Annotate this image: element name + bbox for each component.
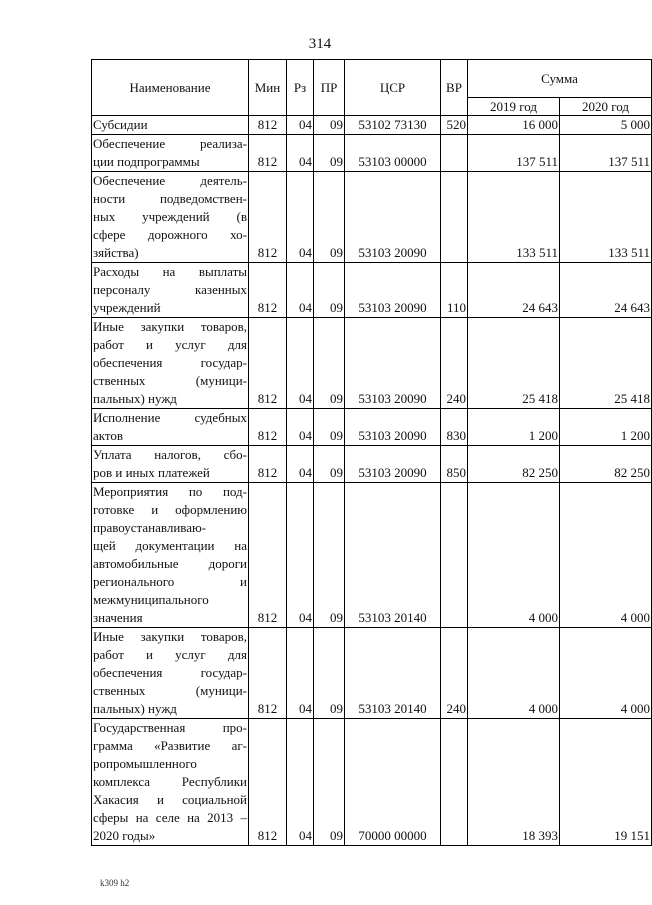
row-amount-2019: 82 250 xyxy=(468,446,560,483)
row-pr: 09 xyxy=(314,483,345,628)
row-name xyxy=(92,116,249,135)
row-name-line: пальных) нужд xyxy=(93,391,177,406)
row-name-line: Иные закупки товаров, xyxy=(93,629,247,644)
row-name-line: пальных) нужд xyxy=(93,701,177,716)
row-vr: 830 xyxy=(441,409,468,446)
row-csr: 53103 20090 xyxy=(345,409,441,446)
row-vr: 520 xyxy=(441,116,468,135)
table-body xyxy=(92,116,652,846)
row-amount-2020: 5 000 xyxy=(560,116,652,135)
row-vr: 850 xyxy=(441,446,468,483)
row-amount-2020: 133 511 xyxy=(560,172,652,263)
row-amount-2020: 1 200 xyxy=(560,409,652,446)
row-pr: 09 xyxy=(314,446,345,483)
row-name xyxy=(92,483,249,628)
table-row xyxy=(92,318,652,409)
row-pr: 09 xyxy=(314,116,345,135)
header-rz: Рз xyxy=(287,60,314,116)
row-min: 812 xyxy=(249,483,287,628)
row-pr: 09 xyxy=(314,135,345,172)
row-name-line: правоустанавливаю- xyxy=(93,520,207,535)
row-name-line: грамма «Развитие аг- xyxy=(93,738,247,753)
header-year-2019: 2019 год xyxy=(468,98,560,116)
row-name-line: значения xyxy=(93,610,143,625)
row-rz: 04 xyxy=(287,409,314,446)
row-name-line: автомобильные дороги xyxy=(93,556,247,571)
row-vr xyxy=(441,135,468,172)
row-min: 812 xyxy=(249,446,287,483)
row-amount-2019: 25 418 xyxy=(468,318,560,409)
row-min: 812 xyxy=(249,116,287,135)
row-vr xyxy=(441,483,468,628)
row-pr: 09 xyxy=(314,628,345,719)
row-rz: 04 xyxy=(287,719,314,846)
header-sum: Сумма xyxy=(468,60,652,98)
row-min: 812 xyxy=(249,719,287,846)
row-vr: 240 xyxy=(441,318,468,409)
row-name-line: щей документации на xyxy=(93,538,247,553)
row-csr: 53103 20140 xyxy=(345,628,441,719)
table-row xyxy=(92,172,652,263)
row-name-line: ции подпрограммы xyxy=(93,154,200,169)
row-rz: 04 xyxy=(287,135,314,172)
row-min: 812 xyxy=(249,263,287,318)
row-amount-2019: 4 000 xyxy=(468,483,560,628)
row-pr: 09 xyxy=(314,719,345,846)
row-name-line: 2020 годы» xyxy=(93,828,156,843)
row-rz: 04 xyxy=(287,628,314,719)
row-amount-2020: 137 511 xyxy=(560,135,652,172)
row-amount-2019: 24 643 xyxy=(468,263,560,318)
row-name-line: Исполнение судебных xyxy=(93,410,247,425)
row-amount-2019: 133 511 xyxy=(468,172,560,263)
row-name-line: Субсидии xyxy=(93,117,148,132)
row-min: 812 xyxy=(249,318,287,409)
row-vr: 240 xyxy=(441,628,468,719)
row-name-line: ропромышленного xyxy=(93,756,197,771)
row-name-line: Обеспечение деятель- xyxy=(93,173,247,188)
table-row xyxy=(92,446,652,483)
row-name xyxy=(92,172,249,263)
row-name xyxy=(92,409,249,446)
budget-table xyxy=(91,59,652,846)
row-amount-2020: 4 000 xyxy=(560,628,652,719)
row-name xyxy=(92,719,249,846)
row-pr: 09 xyxy=(314,172,345,263)
row-vr xyxy=(441,719,468,846)
table-row xyxy=(92,719,652,846)
row-name-line: Мероприятия по под- xyxy=(93,484,247,499)
row-amount-2020: 19 151 xyxy=(560,719,652,846)
row-amount-2019: 137 511 xyxy=(468,135,560,172)
row-rz: 04 xyxy=(287,172,314,263)
row-name-line: ственных (муници- xyxy=(93,373,247,388)
header-year-2020: 2020 год xyxy=(560,98,652,116)
row-name-line: обеспечения государ- xyxy=(93,355,247,370)
row-min: 812 xyxy=(249,135,287,172)
row-csr: 53103 20090 xyxy=(345,172,441,263)
row-amount-2020: 82 250 xyxy=(560,446,652,483)
row-min: 812 xyxy=(249,628,287,719)
row-name-line: Государственная про- xyxy=(93,720,247,735)
row-amount-2019: 4 000 xyxy=(468,628,560,719)
table-row xyxy=(92,628,652,719)
row-name-line: учреждений xyxy=(93,300,161,315)
row-name-line: ров и иных платежей xyxy=(93,465,210,480)
table-row xyxy=(92,409,652,446)
row-name-line: комплекса Республики xyxy=(93,774,247,789)
row-name-line: ных учреждений (в xyxy=(93,209,247,224)
row-name-line: ственных (муници- xyxy=(93,683,247,698)
row-amount-2019: 16 000 xyxy=(468,116,560,135)
row-vr: 110 xyxy=(441,263,468,318)
row-rz: 04 xyxy=(287,446,314,483)
row-pr: 09 xyxy=(314,409,345,446)
row-pr: 09 xyxy=(314,318,345,409)
row-name-line: Уплата налогов, сбо- xyxy=(93,447,247,462)
row-rz: 04 xyxy=(287,263,314,318)
row-pr: 09 xyxy=(314,263,345,318)
row-name-line: Иные закупки товаров, xyxy=(93,319,247,334)
row-name xyxy=(92,446,249,483)
row-amount-2020: 24 643 xyxy=(560,263,652,318)
header-csr: ЦСР xyxy=(345,60,441,116)
row-name xyxy=(92,135,249,172)
row-csr: 53103 00000 xyxy=(345,135,441,172)
row-name-line: сфере дорожного хо- xyxy=(93,227,247,242)
row-name-line: Расходы на выплаты xyxy=(93,264,247,279)
row-name-line: Хакасия и социальной xyxy=(93,792,247,807)
row-amount-2019: 1 200 xyxy=(468,409,560,446)
row-csr: 53103 20140 xyxy=(345,483,441,628)
header-pr: ПР xyxy=(314,60,345,116)
row-name-line: работ и услуг для xyxy=(93,647,247,662)
row-rz: 04 xyxy=(287,483,314,628)
row-name-line: персоналу казенных xyxy=(93,282,247,297)
row-name-line: зяйства) xyxy=(93,245,139,260)
row-csr: 53102 73130 xyxy=(345,116,441,135)
page-number: 314 xyxy=(308,36,332,52)
row-csr: 53103 20090 xyxy=(345,318,441,409)
row-name-line: межмуниципального xyxy=(93,592,209,607)
row-name-line: актов xyxy=(93,428,124,443)
row-name xyxy=(92,263,249,318)
row-rz: 04 xyxy=(287,116,314,135)
row-name-line: Обеспечение реализа- xyxy=(93,136,247,151)
row-name-line: обеспечения государ- xyxy=(93,665,247,680)
row-name xyxy=(92,628,249,719)
table-row xyxy=(92,135,652,172)
row-name-line: регионального и xyxy=(93,574,247,589)
row-name xyxy=(92,318,249,409)
row-name-line: ности подведомствен- xyxy=(93,191,247,206)
row-vr xyxy=(441,172,468,263)
row-amount-2019: 18 393 xyxy=(468,719,560,846)
header-name: Наименование xyxy=(92,60,249,116)
row-min: 812 xyxy=(249,409,287,446)
header-vr: ВР xyxy=(441,60,468,116)
row-name-line: сферы на селе на 2013 – xyxy=(93,810,247,825)
row-csr: 53103 20090 xyxy=(345,263,441,318)
row-name-line: готовке и оформлению xyxy=(93,502,247,517)
table-row xyxy=(92,483,652,628)
row-csr: 53103 20090 xyxy=(345,446,441,483)
table-row xyxy=(92,116,652,135)
row-amount-2020: 4 000 xyxy=(560,483,652,628)
row-name-line: работ и услуг для xyxy=(93,337,247,352)
row-amount-2020: 25 418 xyxy=(560,318,652,409)
footer-code: k309 h2 xyxy=(100,878,130,888)
row-min: 812 xyxy=(249,172,287,263)
table-row xyxy=(92,263,652,318)
row-rz: 04 xyxy=(287,318,314,409)
row-csr: 70000 00000 xyxy=(345,719,441,846)
header-min: Мин xyxy=(249,60,287,116)
